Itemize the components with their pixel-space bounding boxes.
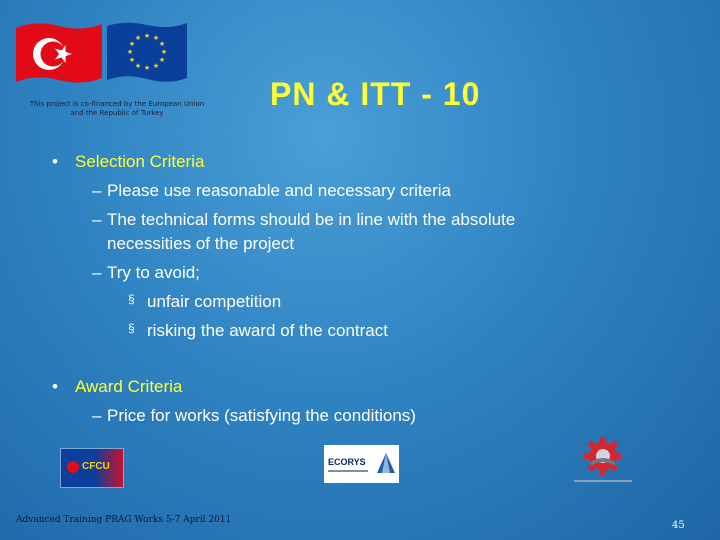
ecorys-tagline-mark	[328, 470, 368, 472]
dash-icon: –	[92, 181, 102, 200]
svg-text:★: ★	[126, 48, 134, 56]
eu-flag-icon	[105, 20, 189, 86]
cfcu-logo	[60, 448, 124, 488]
svg-text:★: ★	[152, 34, 160, 42]
footer-training: Advanced Training PRAG Works 5-7 April 2011	[16, 515, 232, 525]
svg-text:★: ★	[158, 40, 166, 48]
svg-text:★: ★	[152, 62, 160, 70]
svg-text:★: ★	[143, 32, 151, 40]
svg-text:★: ★	[134, 34, 142, 42]
gear-logo-caption-mark	[574, 480, 632, 482]
turkish-flag-icon	[14, 20, 104, 86]
svg-text:★: ★	[134, 62, 142, 70]
gear-logo	[570, 436, 636, 486]
cofinance-note	[12, 100, 222, 118]
dash-icon: –	[92, 210, 102, 229]
avoid-item-1: unfair competition	[147, 292, 282, 311]
cofinance-line-2: and the Republic of Turkey	[70, 109, 164, 117]
ecorys-logo	[324, 445, 399, 483]
award-criteria-heading: Award Criteria	[75, 377, 183, 396]
selection-item-2-line-1: The technical forms should be in line with the absolute	[107, 210, 516, 229]
square-bullet-icon: §	[128, 321, 135, 335]
svg-text:★: ★	[143, 64, 151, 72]
square-bullet-icon: §	[128, 292, 135, 306]
svg-text:★: ★	[158, 56, 166, 64]
ecorys-logo-text: ECORYS	[328, 457, 366, 467]
selection-item-2-line-2: necessities of the project	[107, 234, 295, 253]
svg-text:★: ★	[160, 48, 168, 56]
gear-icon	[570, 436, 636, 476]
dash-icon: –	[92, 263, 102, 282]
cofinance-line-1: This project is co-financed by the European Union	[29, 100, 205, 108]
svg-text:★: ★	[128, 40, 136, 48]
selection-item-3: Try to avoid;	[107, 263, 200, 282]
cfcu-emblem-icon	[67, 461, 79, 473]
dash-icon: –	[92, 406, 102, 425]
bullet-icon: •	[52, 377, 58, 396]
ecorys-pyramid-icon	[376, 451, 396, 475]
avoid-item-2: risking the award of the contract	[147, 321, 388, 340]
page-number: 45	[672, 520, 685, 531]
cfcu-logo-text: CFCU	[82, 461, 110, 472]
slide-title: PN & ITT - 10	[270, 76, 481, 112]
bullet-icon: •	[52, 152, 58, 171]
selection-item-1: Please use reasonable and necessary criteria	[107, 181, 451, 200]
selection-criteria-heading: Selection Criteria	[75, 152, 205, 171]
award-item-1: Price for works (satisfying the conditions)	[107, 406, 416, 425]
svg-text:★: ★	[128, 56, 136, 64]
